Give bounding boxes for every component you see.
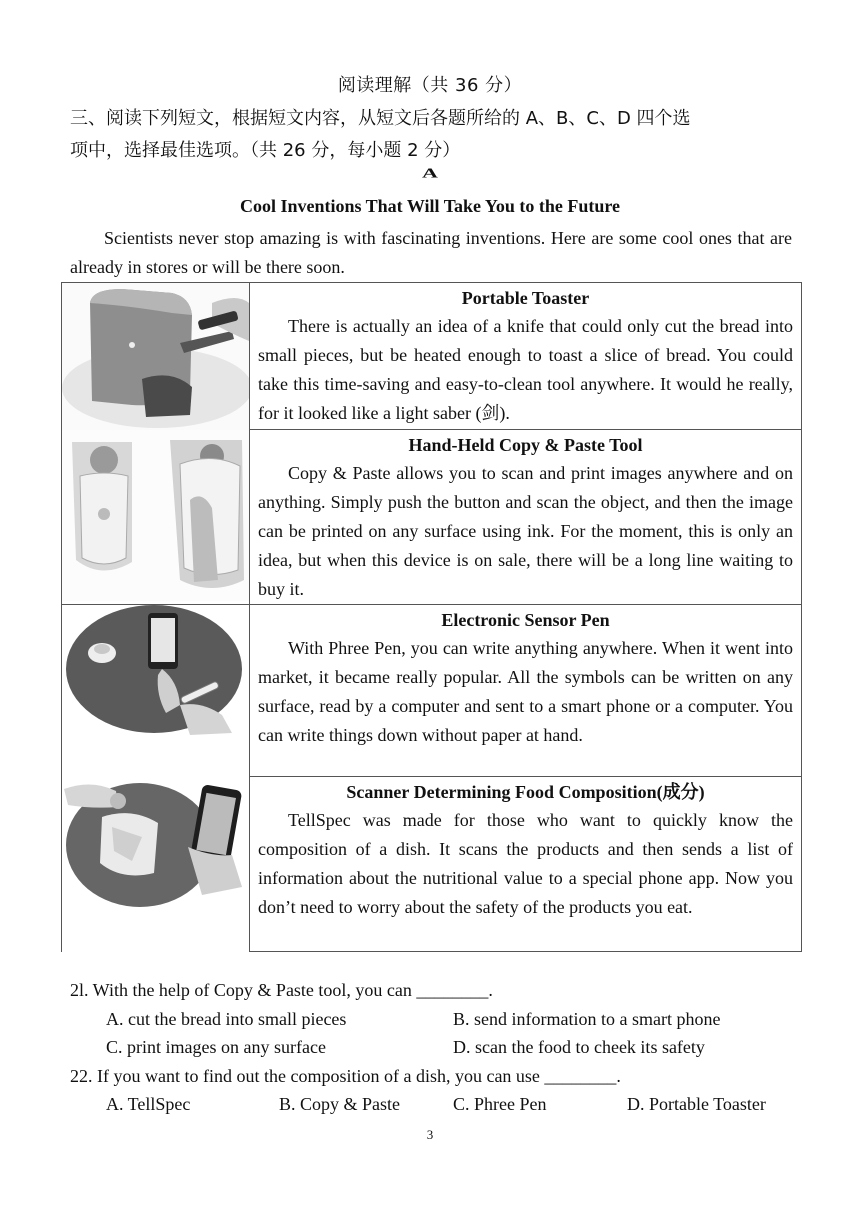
invention-description: TellSpec was made for those who want to quickly know the composition of a dish. It scans the products and then sends a list of information about the nutritional value to a special phone app. Now you don’t need to worry about the safety of the products you eat.	[258, 810, 793, 917]
invention-row	[62, 605, 802, 777]
invention-description: With Phree Pen, you can write anything anywhere. When it went into market, it became really popular. All the symbols can be written on any surface, read by a computer and sent to a smart phone or a computer. You can write things down without paper at hand.	[258, 638, 793, 745]
question-21-option-c: C. print images on any surface	[106, 1037, 326, 1057]
instructions-line-1: 三、阅读下列短文，根据短文内容，从短文后各题所给的 A、B、C、D 四个选	[70, 108, 691, 129]
invention-row	[62, 283, 802, 430]
question-21-stem: 2l. With the help of Copy & Paste tool, you can ________.	[70, 980, 493, 1000]
invention-row	[62, 430, 802, 605]
phree-pen-image-icon	[62, 605, 249, 777]
passage-letter: A	[422, 165, 438, 181]
tellspec-image-icon	[62, 777, 249, 952]
invention-description: There is actually an idea of a knife that could only cut the bread into small pieces, but be heated enough to toast a slice of bread. You could take this time-saving and easy-to-clean tool anywhere. It would he really, for it looked like a light saber (剑).	[258, 316, 793, 423]
phree-pen-photo	[62, 605, 250, 777]
copy-paste-image-icon	[62, 430, 249, 601]
invention-name: Portable Toaster	[461, 288, 590, 308]
passage-title: Cool Inventions That Will Take You to the Future	[239, 196, 621, 216]
question-22-option-c: C. Phree Pen	[453, 1094, 547, 1114]
invention-description: Copy & Paste allows you to scan and print images anywhere and on anything. Simply push the button and scan the object, and then the image can be printed on any surface using ink. For the moment, this is only an idea, but when this device is on sale, there will be a long line waiting to buy it.	[258, 463, 793, 599]
section-title: 阅读理解（共 36 分）	[337, 75, 523, 96]
toaster-photo	[62, 283, 250, 430]
question-22-stem: 22. If you want to find out the composition of a dish, you can use ________.	[70, 1066, 621, 1086]
question-21-option-a: A. cut the bread into small pieces	[106, 1009, 347, 1029]
inventions-table	[61, 282, 802, 952]
copy-paste-photo	[62, 430, 250, 605]
instructions-line-2: 项中，选择最佳选项。（共 26 分，每小题 2 分）	[70, 140, 461, 161]
question-21-option-d: D. scan the food to cheek its safety	[453, 1037, 705, 1057]
page-number: 3	[426, 1127, 434, 1142]
question-22-option-a: A. TellSpec	[106, 1094, 191, 1114]
question-21-option-b: B. send information to a smart phone	[453, 1009, 721, 1029]
invention-text	[250, 605, 802, 777]
question-22-option-b: B. Copy & Paste	[279, 1094, 401, 1114]
invention-name: Hand-Held Copy & Paste Tool	[408, 435, 643, 455]
invention-row	[62, 777, 802, 952]
invention-text	[250, 777, 802, 952]
question-22-option-d: D. Portable Toaster	[627, 1094, 766, 1114]
invention-name: Scanner Determining Food Composition(成分)	[346, 782, 705, 802]
passage-intro: Scientists never stop amazing is with fascinating inventions. Here are some cool ones that are already in stores or will be there soon.	[70, 228, 792, 277]
invention-text	[250, 430, 802, 605]
invention-name: Electronic Sensor Pen	[441, 610, 610, 630]
toaster-image-icon	[62, 283, 249, 430]
invention-text	[250, 283, 802, 430]
tellspec-photo	[62, 777, 250, 952]
